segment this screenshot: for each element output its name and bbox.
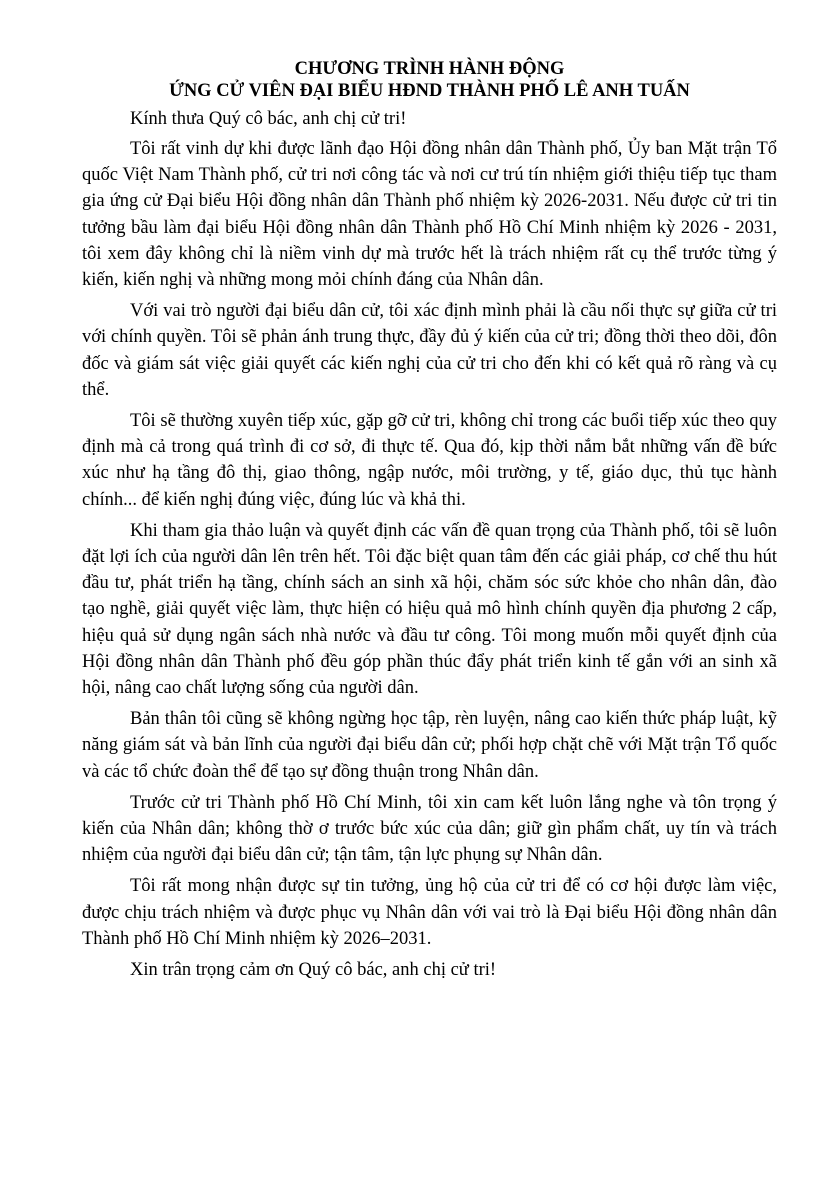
paragraph-commitment: Trước cử tri Thành phố Hồ Chí Minh, tôi xin cam kết luôn lắng nghe và tôn trọng ý kiến của Nhân dân; không thờ ơ trước bức xúc của dân; giữ gìn phẩm chất, uy tín và trách nhiệm của người đại biểu dân cử; tận tâm, tận lực phụng sự Nhân dân. <box>82 792 777 866</box>
title-line-1: CHƯƠNG TRÌNH HÀNH ĐỘNG <box>294 59 565 79</box>
paragraph-request-support: Tôi rất mong nhận được sự tin tưởng, ủng hộ của cử tri để có cơ hội được làm việc, được chịu trách nhiệm và được phục vụ Nhân dân với vai trò là Đại biểu Hội đồng nhân dân Thành phố Hồ Chí Minh nhiệm kỳ 2026–2031. <box>82 876 777 949</box>
document-title <box>82 58 777 102</box>
paragraph-introduction: Tôi rất vinh dự khi được lãnh đạo Hội đồng nhân dân Thành phố, Ủy ban Mặt trận Tổ quốc Việt Nam Thành phố, cử tri nơi công tác và nơi cư trú tín nhiệm giới thiệu tiếp tục tham gia ứng cử Đại biểu Hội đồng nhân dân Thành phố nhiệm kỳ 2026-2031. Nếu được cử tri tin tưởng bầu làm đại biểu Hội đồng nhân dân Thành phố Hồ Chí Minh nhiệm kỳ 2026 - 2031, tôi xem đây không chỉ là niềm vinh dự mà trước hết là trách nhiệm rất cụ thể trước từng ý kiến, kiến nghị và những mong mỏi chính đáng của Nhân dân. <box>82 139 777 291</box>
document-page <box>82 58 777 983</box>
paragraph-city-priorities: Khi tham gia thảo luận và quyết định các vấn đề quan trọng của Thành phố, tôi sẽ luôn đặt lợi ích của người dân lên trên hết. Tôi đặc biệt quan tâm đến các giải pháp, cơ chế thu hút đầu tư, phát triển hạ tầng, chính sách an sinh xã hội, chăm sóc sức khỏe cho nhân dân, đào tạo nghề, giải quyết việc làm, thực hiện có hiệu quả mô hình chính quyền địa phương 2 cấp, hiệu quả sử dụng ngân sách nhà nước và đầu tư công. Tôi mong muốn mỗi quyết định của Hội đồng nhân dân Thành phố đều góp phần thúc đẩy phát triển kinh tế gắn với an sinh xã hội, nâng cao chất lượng sống của người dân. <box>82 520 777 699</box>
greeting: Kính thưa Quý cô bác, anh chị cử tri! <box>130 109 407 129</box>
title-line-2: ỨNG CỬ VIÊN ĐẠI BIỂU HĐND THÀNH PHỐ LÊ ANH TUẤN <box>169 81 690 101</box>
closing-line: Xin trân trọng cảm ơn Quý cô bác, anh chị cử tri! <box>130 960 497 981</box>
paragraph-voter-contact: Tôi sẽ thường xuyên tiếp xúc, gặp gỡ cử tri, không chỉ trong các buổi tiếp xúc theo quy định mà cả trong quá trình đi cơ sở, đi thực tế. Qua đó, kịp thời nắm bắt những vấn đề bức xúc như hạ tầng đô thị, giao thông, ngập nước, môi trường, y tế, giáo dục, thủ tục hành chính... để kiến nghị đúng việc, đúng lúc và khả thi. <box>82 411 777 510</box>
paragraph-bridge-role: Với vai trò người đại biểu dân cử, tôi xác định mình phải là cầu nối thực sự giữa cử tri với chính quyền. Tôi sẽ phản ánh trung thực, đầy đủ ý kiến của cử tri; đồng thời theo dõi, đôn đốc và giám sát việc giải quyết các kiến nghị của cử tri cho đến khi có kết quả rõ ràng và cụ thể. <box>82 301 777 400</box>
paragraph-self-improvement: Bản thân tôi cũng sẽ không ngừng học tập, rèn luyện, nâng cao kiến thức pháp luật, kỹ năng giám sát và bản lĩnh của người đại biểu dân cử; phối hợp chặt chẽ với Mặt trận Tổ quốc và các tổ chức đoàn thể để tạo sự đồng thuận trong Nhân dân. <box>82 709 777 782</box>
